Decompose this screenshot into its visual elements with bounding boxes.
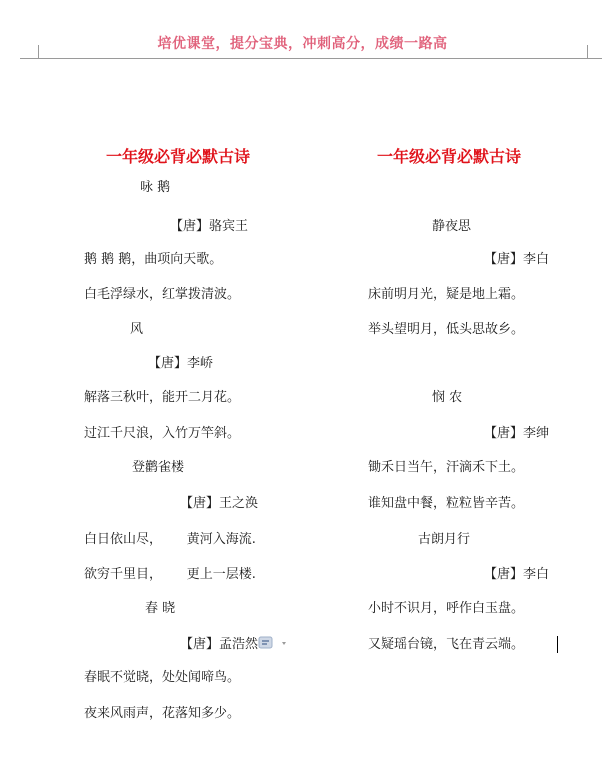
poem-author[interactable]: 【唐】王之涣 <box>180 496 259 511</box>
poem-line[interactable]: 过江千尺浪，入竹万竿斜。 <box>84 426 241 441</box>
poem-line[interactable]: 春眠不觉晓，处处闻啼鸟。 <box>84 670 241 685</box>
text-cursor <box>557 636 558 653</box>
poem-line[interactable]: 举头望明月，低头思故乡。 <box>368 322 525 337</box>
poem-line[interactable]: 解落三秋叶，能开二月花。 <box>84 390 241 405</box>
poem-title[interactable]: 风 <box>130 322 144 337</box>
poem-title[interactable]: 登鹳雀楼 <box>132 460 185 475</box>
poem-line[interactable]: 又疑瑶台镜，飞在青云端。 <box>368 637 525 652</box>
poem-title[interactable]: 悯 农 <box>432 390 463 405</box>
poem-title[interactable]: 静夜思 <box>432 219 472 234</box>
poem-title[interactable]: 咏 鹅 <box>140 180 171 195</box>
poem-line[interactable]: 夜来风雨声，花落知多少。 <box>84 706 241 721</box>
crop-mark-left-vertical <box>38 45 39 59</box>
poem-line[interactable]: 白日依山尽， 黄河入海流. <box>84 532 256 547</box>
poem-title[interactable]: 春 晓 <box>145 601 176 616</box>
left-column-title: 一年级必背必默古诗 <box>106 147 251 166</box>
poem-author[interactable]: 【唐】李白 <box>484 252 550 267</box>
paragraph-anchor-icon[interactable] <box>258 635 292 651</box>
header-slogan: 培优课堂，提分宝典，冲刺高分，成绩一路高 <box>157 36 448 52</box>
crop-mark-right-horizontal <box>588 58 602 59</box>
poem-line[interactable]: 谁知盘中餐，粒粒皆辛苦。 <box>368 496 525 511</box>
poem-line[interactable]: 欲穷千里目， 更上一层楼. <box>84 567 256 582</box>
poem-line[interactable]: 锄禾日当午，汗滴禾下土。 <box>368 460 525 475</box>
poem-title[interactable]: 古朗月行 <box>418 532 471 547</box>
poem-author[interactable]: 【唐】李白 <box>484 567 550 582</box>
poem-line[interactable]: 白毛浮绿水，红掌拨清波。 <box>84 287 241 302</box>
poem-line[interactable]: 床前明月光，疑是地上霜。 <box>368 287 525 302</box>
poem-author[interactable]: 【唐】李峤 <box>148 356 214 371</box>
poem-author[interactable]: 【唐】孟浩然 <box>180 637 259 652</box>
right-column-title: 一年级必背必默古诗 <box>377 147 522 166</box>
poem-author[interactable]: 【唐】李绅 <box>484 426 550 441</box>
poem-line[interactable]: 鹅 鹅 鹅，曲项向天歌。 <box>84 252 223 267</box>
crop-mark-right-vertical <box>587 45 588 59</box>
poem-line[interactable]: 小时不识月，呼作白玉盘。 <box>368 601 525 616</box>
crop-mark-left-horizontal <box>20 58 38 59</box>
poem-author[interactable]: 【唐】骆宾王 <box>170 219 249 234</box>
header-rule <box>38 58 588 59</box>
